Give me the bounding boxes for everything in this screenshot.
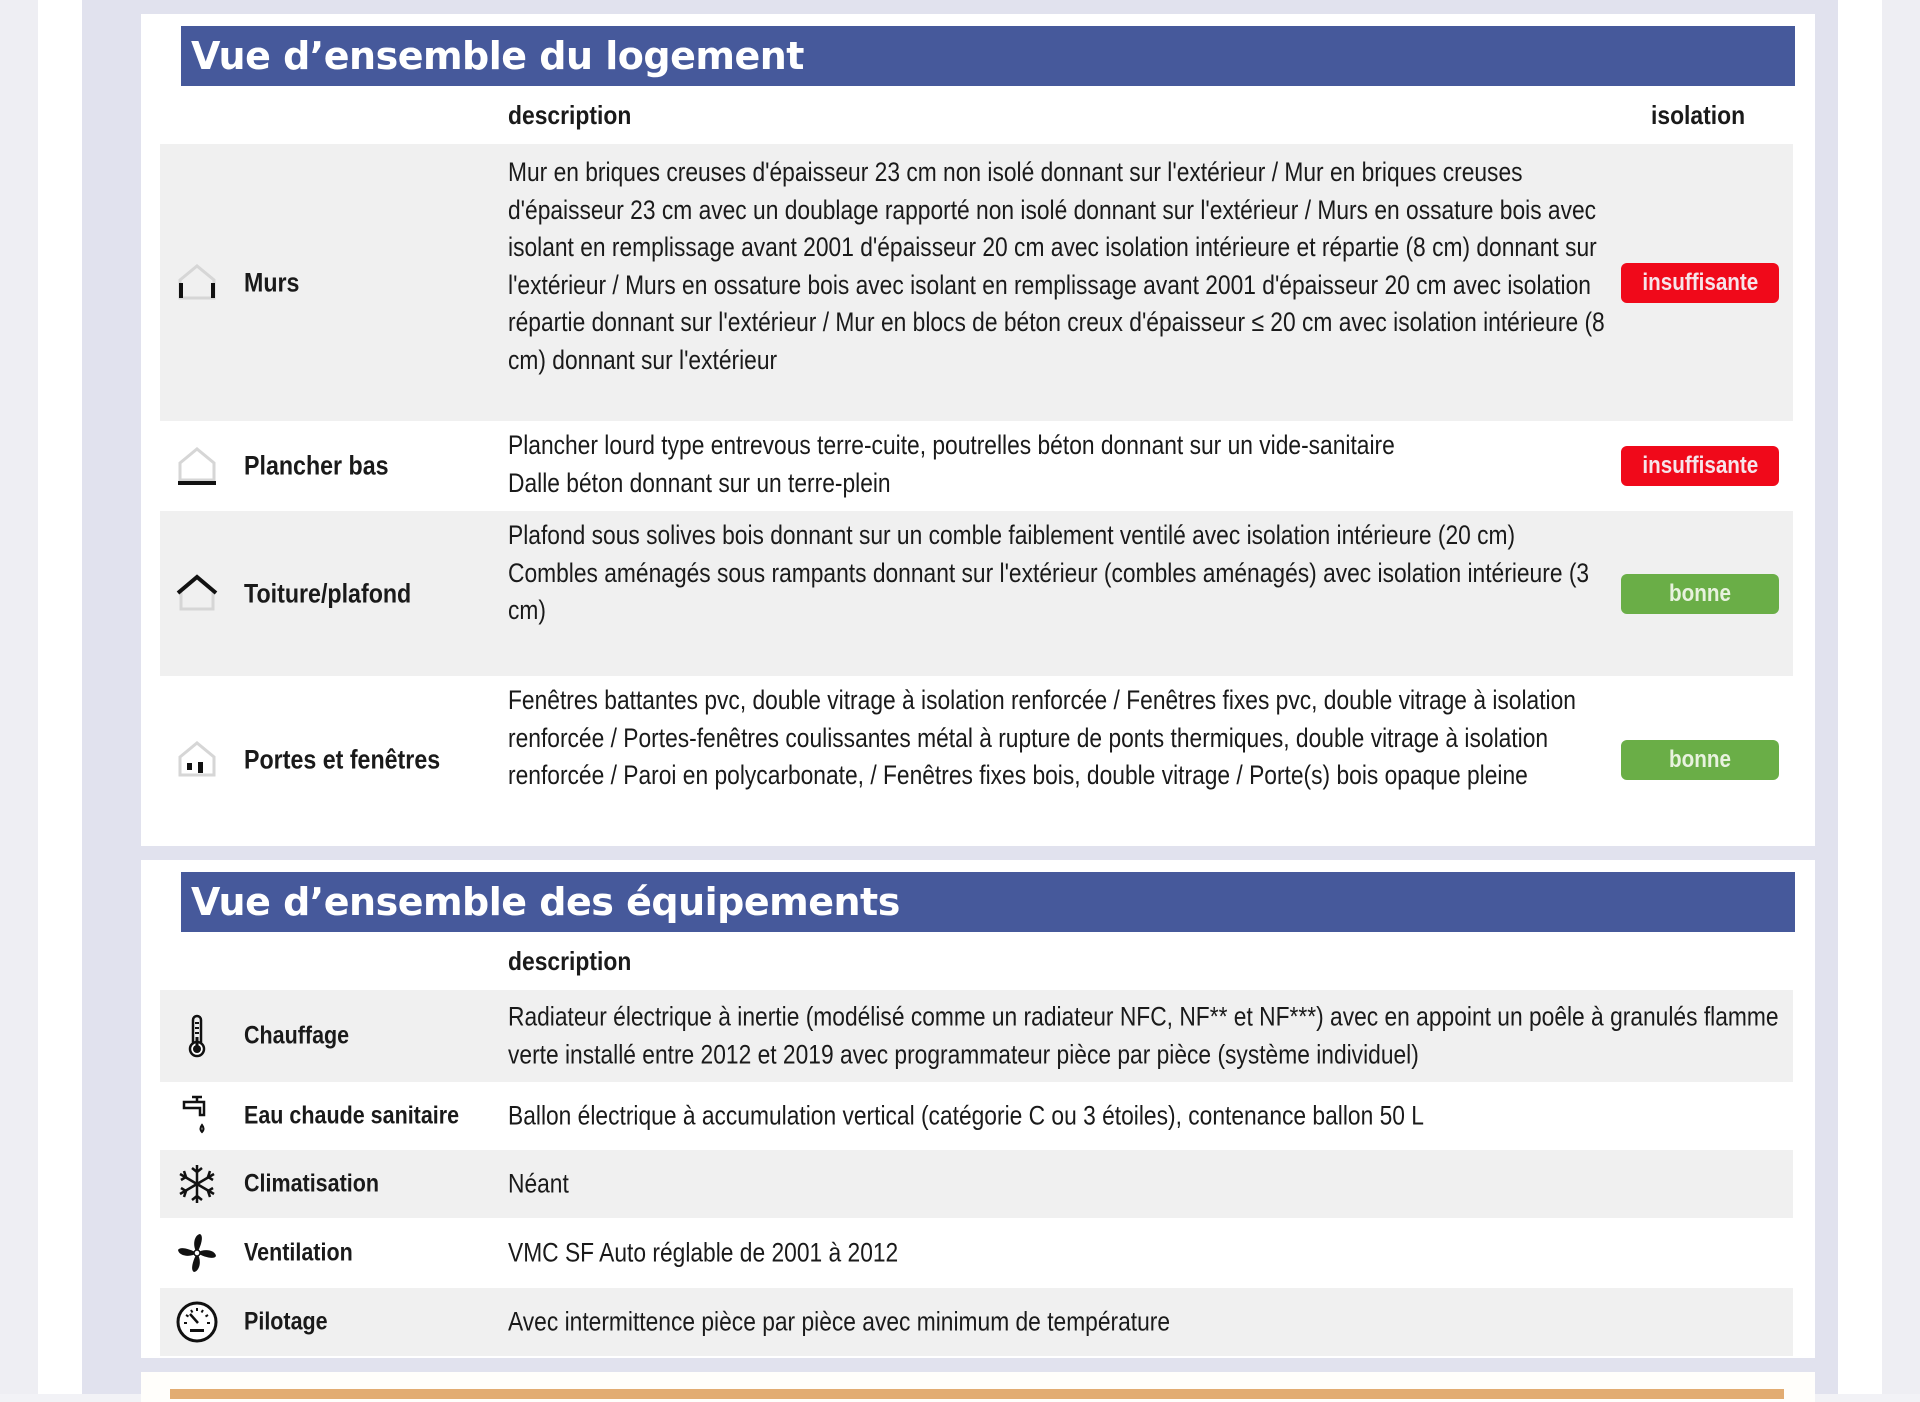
row-description [508,421,1617,508]
fan-icon [174,1230,220,1276]
next-section [141,1372,1815,1402]
logement-table [160,144,1793,844]
house-floor-icon [174,443,220,489]
row-description: Radiateur électrique à inertie (modélisé comme un radiateur NFC, NF** et NF***) avec en appoint un poêle à granulés flamme verte installé entre 2012 et 2019 avec programmateur pièce par pièce (système individuel) [508,1001,1779,1069]
isolation-badge: insuffisante [1621,446,1779,486]
row-description: Fenêtres battantes pvc, double vitrage à isolation renforcée / Fenêtres fixes pvc, double vitrage à isolation renforcée / Portes-fenêtres coulissantes métal à rupture de ponts thermiques, double vitrage à isolation renforcée / Paroi en polycarbonate, / Fenêtres fixes bois, double vitrage / Porte(s) bois opaque pleine [508,685,1576,790]
table-row-portes-fenetres [160,676,1793,844]
snowflake-icon [174,1161,220,1207]
isolation-badge: insuffisante [1621,263,1779,303]
row-label: Toiture/plafond [244,578,412,608]
table-row-chauffage [160,990,1793,1082]
row-label: Climatisation [244,1169,380,1198]
row-label: Ventilation [244,1238,353,1267]
logement-title: Vue d’ensemble du logement [181,26,1795,86]
row-label: Murs [244,267,300,297]
viewer-background-left [0,0,38,1394]
equipements-section [141,860,1815,1358]
row-description: Néant [508,1168,569,1199]
row-label: Portes et fenêtres [244,744,441,775]
thermometer-icon [174,1013,220,1059]
house-roof-icon [174,571,220,617]
row-description: Mur en briques creuses d'épaisseur 23 cm non isolé donnant sur l'extérieur / Mur en briques creuses d'épaisseur 23 cm avec un doublage rapporté non isolé donnant sur l'extérieur / Murs en ossature bois avec isolant en remplissage avant 2001 d'épaisseur 20 cm avec isolation intérieure et répartie (8 cm) donnant sur l'extérieur / Murs en ossature bois avec isolant en remplissage avant 2001 d'épaisseur 20 cm avec isolation répartie donnant sur l'extérieur / Mur en blocs de béton creux d'épaisseur ≤ 20 cm avec isolation intérieure (8 cm) donnant sur l'extérieur [508,157,1605,375]
row-description: VMC SF Auto réglable de 2001 à 2012 [508,1237,899,1268]
house-windows-icon [174,737,220,783]
table-row-ventilation [160,1218,1793,1288]
row-description [508,511,1617,636]
equipements-table [160,990,1793,1356]
row-label: Plancher bas [244,450,389,481]
equipements-title: Vue d’ensemble des équipements [181,872,1795,932]
table-row-toiture-plafond [160,511,1793,676]
row-label: Pilotage [244,1307,328,1336]
logement-col-description: description [508,100,632,130]
next-section-header-bar [170,1389,1784,1399]
page-margin-right [1838,0,1882,1394]
row-label: Eau chaude sanitaire [244,1101,460,1130]
page-margin-left [38,0,82,1394]
table-row-murs [160,144,1793,421]
viewer-background-right [1882,0,1920,1394]
description-line: Plancher lourd type entrevous terre-cuite, poutrelles béton donnant sur un vide-sanitaire [508,430,1395,460]
faucet-icon [174,1093,220,1139]
table-row-eau-chaude-sanitaire [160,1082,1793,1150]
description-line: Combles aménagés sous rampants donnant sur l'extérieur (combles aménagés) avec isolation intérieure (3 cm) [508,557,1590,625]
row-label: Chauffage [244,1021,350,1050]
table-row-climatisation [160,1150,1793,1218]
isolation-badge: bonne [1621,574,1779,614]
table-row-plancher-bas [160,421,1793,511]
description-line: Plafond sous solives bois donnant sur un comble faiblement ventilé avec isolation intérieure (20 cm) [508,520,1516,550]
equipements-col-description: description [508,946,632,976]
logement-section [141,14,1815,846]
row-description: Ballon électrique à accumulation vertical (catégorie C ou 3 étoiles), contenance ballon 50 L [508,1100,1424,1131]
row-description: Avec intermittence pièce par pièce avec minimum de température [508,1306,1171,1337]
isolation-badge: bonne [1621,740,1779,780]
table-row-pilotage [160,1288,1793,1356]
logement-col-isolation: isolation [1651,100,1746,130]
description-line: Dalle béton donnant sur un terre-plein [508,467,891,498]
gauge-icon [174,1299,220,1345]
house-walls-icon [174,260,220,306]
